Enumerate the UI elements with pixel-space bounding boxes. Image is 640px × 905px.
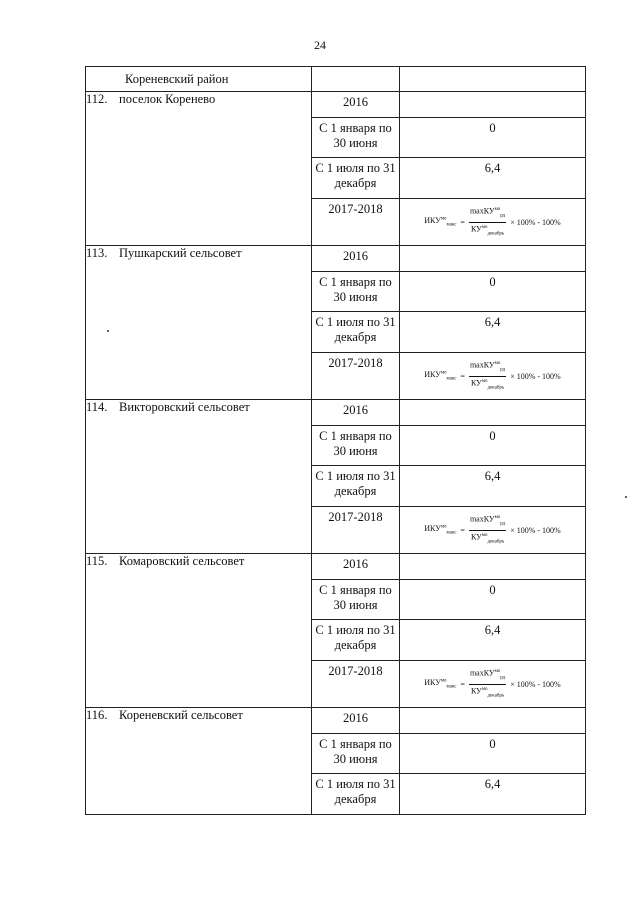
index-formula-cell [400,199,586,246]
period-cell: С 1 января по 30 июня [312,426,400,466]
formula-fraction: $\frac{\max КУ^{мо}_{рд}}{КУ^{мо}_{декабрь}}$ [469,668,506,698]
period-cell: 2016 [312,708,400,734]
page-number: 24 [314,38,326,52]
index-value-cell: 0 [400,734,586,774]
period-cell: С 1 июля по 31 декабря [312,620,400,661]
settlement-cell [86,554,312,708]
index-value-cell: 6,4 [400,620,586,661]
region-name: Кореневский район [125,71,229,86]
period-cell: 2017-2018 [312,353,400,400]
formula-fraction: $\frac{\max КУ^{мо}_{рд}}{КУ^{мо}_{декабрь}}$ [469,206,506,236]
formula-equals: = [460,525,465,535]
period-cell: 2017-2018 [312,661,400,708]
entry-row [86,554,586,580]
period-cell: 2017-2018 [312,507,400,554]
entry-number: 113. [86,246,108,260]
index-formula [400,205,585,239]
period-cell: 2016 [312,92,400,118]
period-cell: С 1 января по 30 июня [312,734,400,774]
scan-speck [625,496,627,498]
index-value-cell: 0 [400,580,586,620]
period-cell: 2016 [312,400,400,426]
settlement-name: Комаровский сельсовет [119,554,245,568]
period-cell: 2017-2018 [312,199,400,246]
settlement-name: Кореневский сельсовет [119,708,243,722]
settlement-cell [86,92,312,246]
formula-tail: × 100% - 100% [510,217,561,227]
entry-number: 114. [86,400,108,414]
index-value-cell: 6,4 [400,466,586,507]
index-formula [400,513,585,547]
empty-cell [400,92,586,118]
period-cell: С 1 января по 30 июня [312,580,400,620]
index-formula-cell [400,661,586,708]
period-cell: С 1 июля по 31 декабря [312,774,400,815]
index-value-cell: 0 [400,118,586,158]
empty-cell [312,67,400,92]
index-value-cell: 0 [400,272,586,312]
period-cell: 2016 [312,554,400,580]
tariff-index-table [85,66,586,815]
empty-cell [400,708,586,734]
index-formula [400,667,585,701]
period-cell: С 1 июля по 31 декабря [312,312,400,353]
formula-tail: × 100% - 100% [510,371,561,381]
formula-tail: × 100% - 100% [510,525,561,535]
formula-lhs: $ИКУ^{мо}_{макс}$ [424,678,457,690]
entry-row [86,246,586,272]
index-formula [400,359,585,393]
settlement-name: Пушкарский сельсовет [119,246,242,260]
formula-equals: = [460,371,465,381]
region-name-cell [86,67,312,92]
index-value-cell: 6,4 [400,158,586,199]
formula-fraction: $\frac{\max КУ^{мо}_{рд}}{КУ^{мо}_{декабрь}}$ [469,514,506,544]
index-formula-cell [400,353,586,400]
entry-row [86,708,586,734]
period-cell: С 1 июля по 31 декабря [312,466,400,507]
entry-number: 115. [86,554,108,568]
period-cell: С 1 июля по 31 декабря [312,158,400,199]
period-cell: С 1 января по 30 июня [312,118,400,158]
entry-number: 112. [86,92,108,106]
formula-tail: × 100% - 100% [510,679,561,689]
formula-lhs: $ИКУ^{мо}_{макс}$ [424,524,457,536]
empty-cell [400,400,586,426]
empty-cell [400,67,586,92]
index-formula-cell [400,507,586,554]
empty-cell [400,554,586,580]
settlement-cell [86,246,312,400]
entry-number: 116. [86,708,108,722]
formula-lhs: $ИКУ^{мо}_{макс}$ [424,370,457,382]
period-cell: С 1 января по 30 июня [312,272,400,312]
formula-fraction: $\frac{\max КУ^{мо}_{рд}}{КУ^{мо}_{декабрь}}$ [469,360,506,390]
settlement-name: Викторовский сельсовет [119,400,250,414]
settlement-cell [86,400,312,554]
scan-speck [107,330,109,332]
index-value-cell: 0 [400,426,586,466]
formula-lhs: $ИКУ^{мо}_{макс}$ [424,216,457,228]
formula-equals: = [460,679,465,689]
index-value-cell: 6,4 [400,774,586,815]
entry-row [86,92,586,118]
entry-row [86,400,586,426]
empty-cell [400,246,586,272]
settlement-name: поселок Коренево [119,92,216,106]
region-header-row [86,67,586,92]
settlement-cell [86,708,312,815]
period-cell: 2016 [312,246,400,272]
formula-equals: = [460,217,465,227]
index-value-cell: 6,4 [400,312,586,353]
